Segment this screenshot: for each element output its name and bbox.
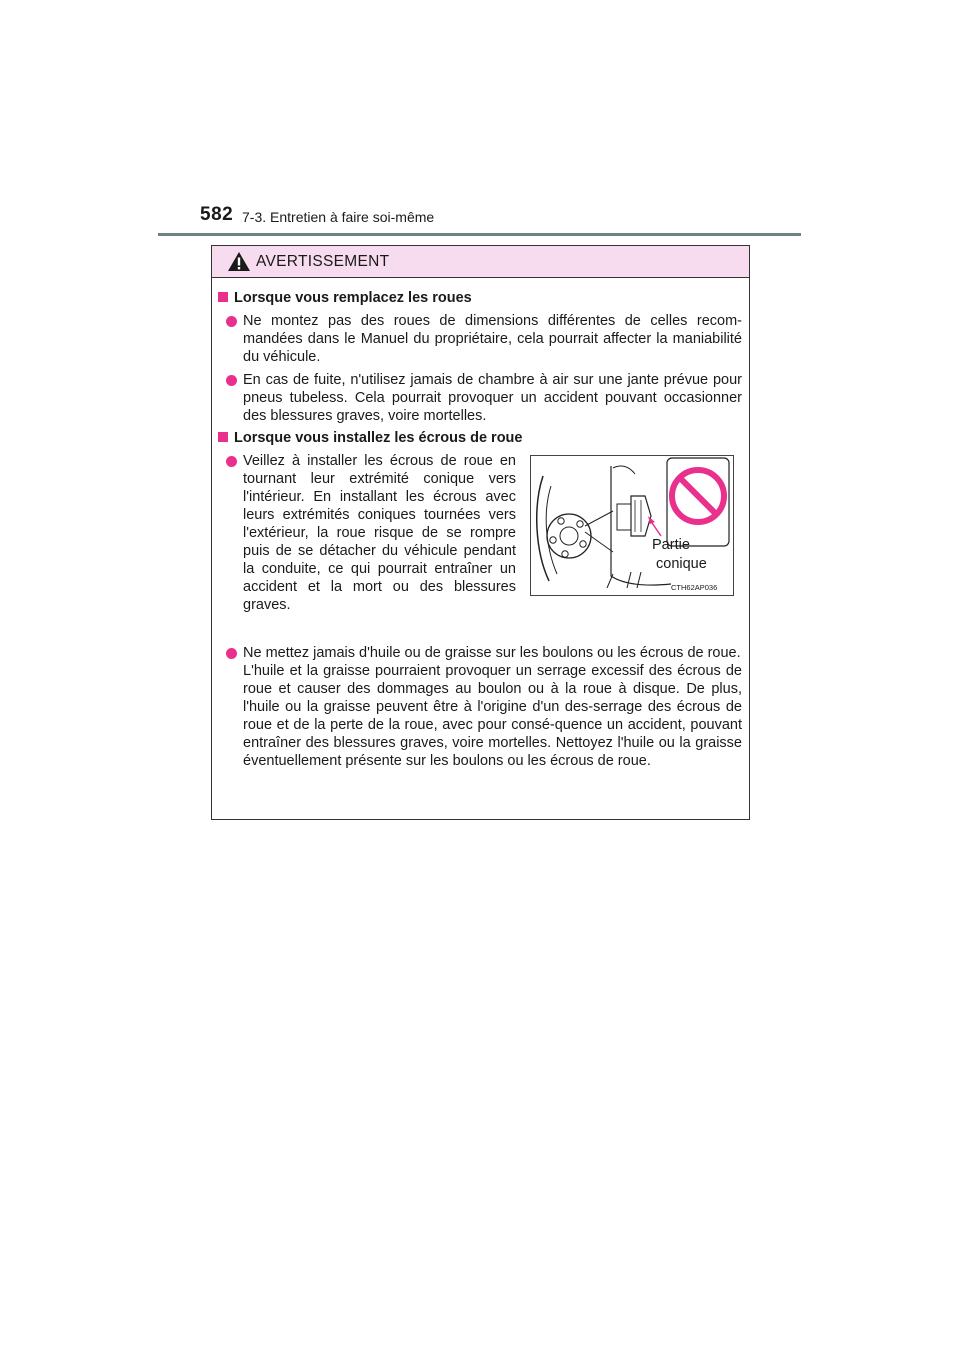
bullet-dot-icon <box>226 316 237 327</box>
bullet-dot-icon <box>226 375 237 386</box>
figure-code: CTH62AP036 <box>671 583 718 592</box>
warning-content <box>212 277 749 819</box>
list-item: Ne mettez jamais d'huile ou de graisse sur les boulons ou les écrous de roue. L'huile et la graisse pourraient provoquer un serrage excessif des écrous de roue et causer des dommages au boulon ou à la roue à disque. De plus, l'huile ou la graisse peuvent être à l'origine d'un des-serrage des écrous de roue et de la perte de la roue, avec pour consé-quence un accident, pouvant entraîner des blessures graves, voire mortelles. Nettoyez l'huile ou la graisse éventuellement présente sur les boulons ou les écrous de roue. <box>226 644 742 770</box>
list-item: En cas de fuite, n'utilisez jamais de chambre à air sur une jante prévue pour pneus tubeless. Cela pourrait provoquer un accident pouvant occasionner des blessures graves, voire mortelles. <box>226 371 742 425</box>
list-item: Ne montez pas des roues de dimensions différentes de celles recom-mandées dans le Manuel du propriétaire, cela pourrait affecter la maniabilité du véhicule. <box>226 312 742 366</box>
warning-box <box>211 245 750 820</box>
figure-label-line1: Partie <box>652 537 690 553</box>
figure-label-line2: conique <box>656 556 707 572</box>
square-bullet-icon <box>218 292 228 302</box>
header-rule <box>158 233 801 236</box>
section-heading: Lorsque vous installez les écrous de roue <box>218 429 522 447</box>
bullet-dot-icon <box>226 648 237 659</box>
page-header <box>200 200 800 234</box>
list-item: Veillez à installer les écrous de roue en tournant leur extrémité conique vers l'intérieur. En installant les écrous avec leurs extrémités coniques tournées vers l'extérieur, la roue risque de se rompre puis de se détacher du véhicule pendant la conduite, ce qui pourrait entraîner un accident et la mort ou des blessures graves. <box>226 452 516 614</box>
section-heading: Lorsque vous remplacez les roues <box>218 289 472 307</box>
warning-header <box>212 246 749 278</box>
warning-triangle-icon <box>228 252 250 271</box>
page-number: 582 <box>200 204 234 225</box>
bullet-continuation: L'huile et la graisse pourraient provoquer un serrage excessif des écrous de roue et causer des dommages au boulon ou à la roue à disque. De plus, l'huile ou la graisse peuvent être à l'origine d'un des-serrage des écrous de roue et de la perte de la roue, avec pour consé-quence un accident, pouvant entraîner des blessures graves, voire mortelles. Nettoyez l'huile ou la graisse éventuellement présente sur les boulons ou les écrous de roue. <box>243 663 742 769</box>
section-title: 7-3. Entretien à faire soi-même <box>242 209 435 225</box>
wheel-nut-figure <box>530 455 734 596</box>
square-bullet-icon <box>218 432 228 442</box>
warning-title: AVERTISSEMENT <box>256 253 390 270</box>
wheel-nut-illustration <box>531 456 733 595</box>
bullet-dot-icon <box>226 456 237 467</box>
